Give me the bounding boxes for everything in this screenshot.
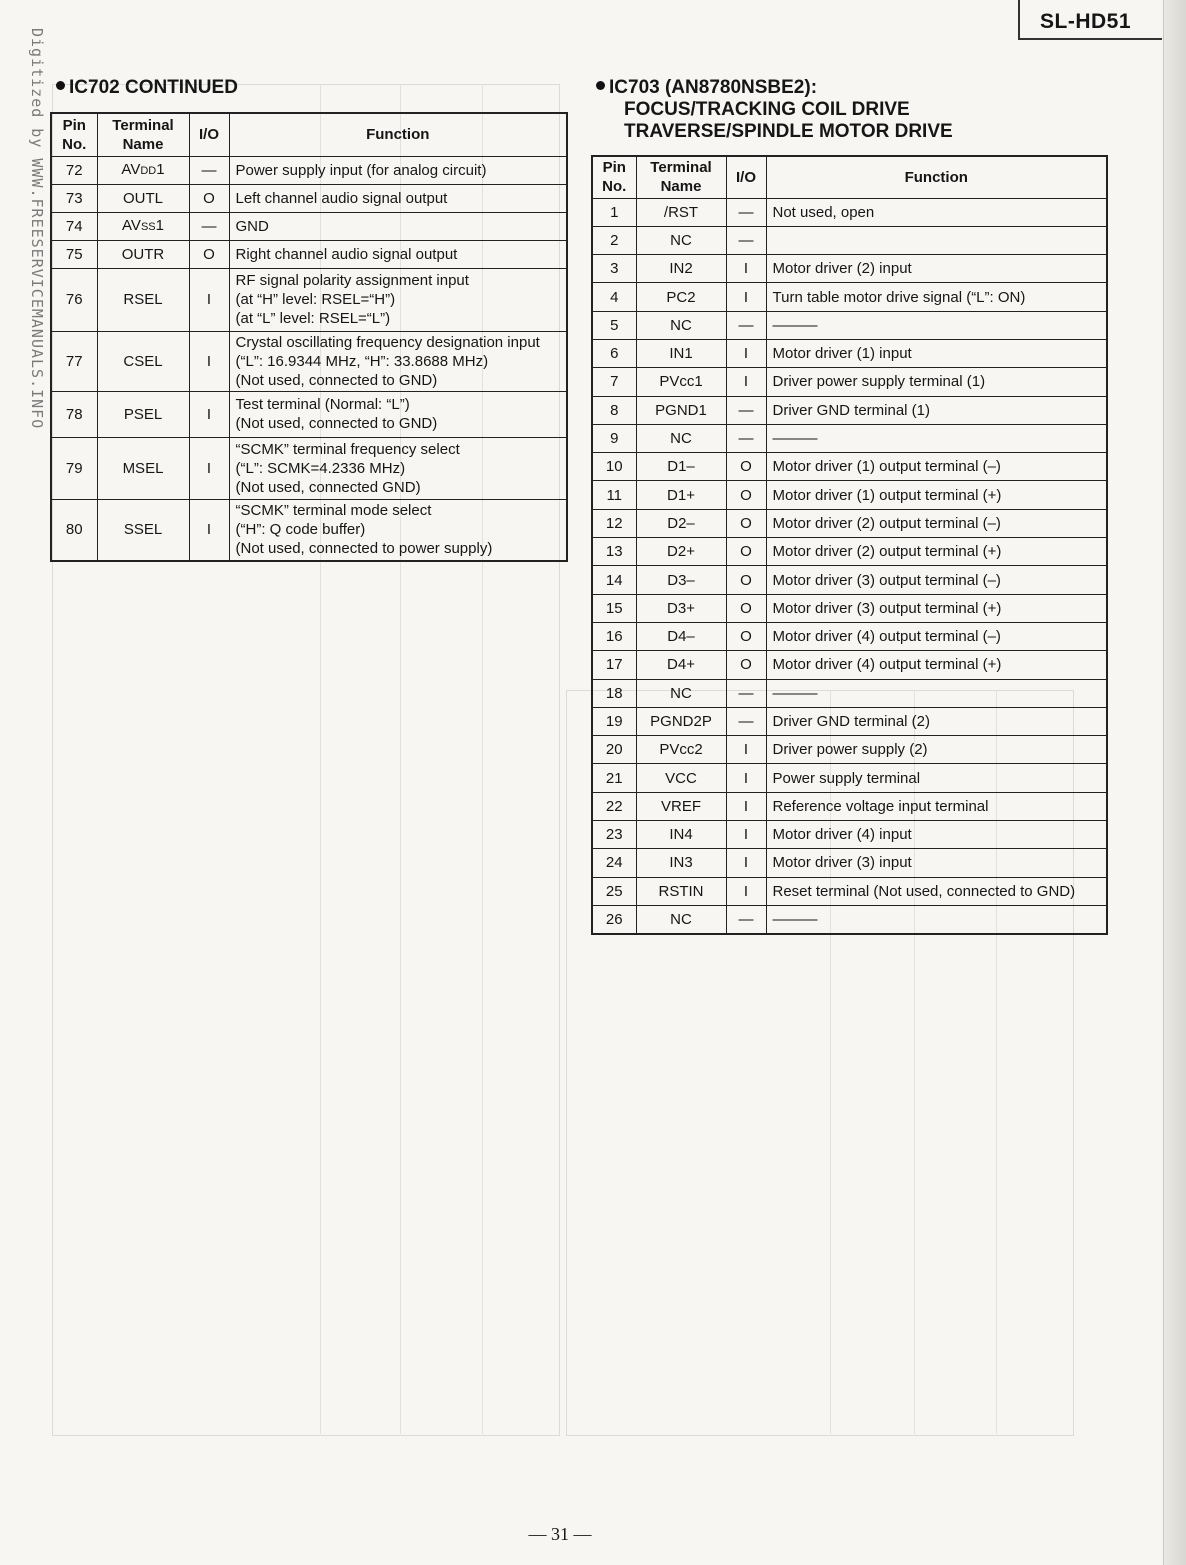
io-cell: I: [726, 283, 766, 311]
io-cell: —: [726, 707, 766, 735]
pin-cell: 9: [592, 424, 636, 452]
page-edge: [1163, 0, 1186, 1565]
io-cell: O: [189, 184, 229, 212]
function-line: (Not used, connected to GND): [235, 415, 438, 432]
table-row: [592, 566, 1107, 594]
header-text: Terminal: [650, 159, 712, 177]
function-cell: Motor driver (1) output terminal (–): [766, 453, 1107, 481]
header-text: Terminal: [112, 116, 174, 134]
terminal-cell: OUTR: [97, 240, 189, 268]
function-line: Test terminal (Normal: “L”): [235, 396, 410, 413]
terminal-cell: D1–: [636, 453, 726, 481]
ic703-title: IC703 (AN8780NSBE2):: [609, 77, 818, 98]
header-terminal-name: [97, 113, 189, 156]
table-row: [592, 651, 1107, 679]
table-row: [592, 283, 1107, 311]
io-cell: —: [189, 156, 229, 184]
pin-cell: 23: [592, 821, 636, 849]
io-cell: O: [726, 481, 766, 509]
pin-cell: 4: [592, 283, 636, 311]
function-cell: Motor driver (3) output terminal (+): [766, 594, 1107, 622]
function-cell: [766, 226, 1107, 254]
terminal-cell: D4+: [636, 651, 726, 679]
function-line: Crystal oscillating frequency designation input: [235, 333, 540, 351]
terminal-cell: NC: [636, 679, 726, 707]
table-row: [592, 849, 1107, 877]
function-line: (“L”: SCMK=4.2336 MHz): [235, 459, 406, 477]
io-cell: I: [189, 499, 229, 561]
header-text: Name: [122, 135, 164, 153]
table-row: [592, 764, 1107, 792]
function-cell: Power supply input (for analog circuit): [229, 156, 567, 184]
table-row: [51, 437, 567, 499]
table-row: [592, 594, 1107, 622]
header-io: I/O: [726, 156, 766, 198]
io-cell: —: [726, 311, 766, 339]
terminal-cell: OUTL: [97, 184, 189, 212]
pin-cell: 13: [592, 538, 636, 566]
io-cell: —: [726, 226, 766, 254]
table-row: [592, 226, 1107, 254]
io-cell: I: [726, 792, 766, 820]
ic703-heading: [596, 77, 953, 143]
io-cell: I: [189, 331, 229, 391]
pin-cell: 20: [592, 736, 636, 764]
io-cell: I: [726, 736, 766, 764]
watermark: Digitized by WWW.FREESERVICEMANUALS.INFO: [28, 28, 46, 430]
function-line: (Not used, connected to GND): [235, 371, 438, 389]
table-row: [592, 453, 1107, 481]
header-text: No.: [62, 135, 87, 153]
function-cell: Power supply terminal: [766, 764, 1107, 792]
table-row: [51, 268, 567, 331]
function-cell: [229, 391, 567, 437]
pin-cell: 74: [51, 212, 97, 240]
function-cell: GND: [229, 212, 567, 240]
terminal-cell: PC2: [636, 283, 726, 311]
function-cell: [229, 268, 567, 331]
io-cell: O: [726, 453, 766, 481]
io-cell: O: [726, 509, 766, 537]
header-text: Pin: [602, 159, 626, 177]
function-cell: Motor driver (4) output terminal (+): [766, 651, 1107, 679]
io-cell: O: [726, 538, 766, 566]
function-cell: Right channel audio signal output: [229, 240, 567, 268]
function-cell: ———: [766, 905, 1107, 933]
table-row: [592, 538, 1107, 566]
table-row: [51, 156, 567, 184]
pin-cell: 76: [51, 268, 97, 331]
terminal-cell: RSEL: [97, 268, 189, 331]
header-text: No.: [602, 178, 627, 196]
pin-cell: 79: [51, 437, 97, 499]
terminal-cell: IN3: [636, 849, 726, 877]
table-row: [51, 331, 567, 391]
function-cell: Driver GND terminal (1): [766, 396, 1107, 424]
table-row: [592, 622, 1107, 650]
io-cell: I: [726, 821, 766, 849]
pin-cell: 77: [51, 331, 97, 391]
pin-cell: 11: [592, 481, 636, 509]
terminal-cell: IN2: [636, 255, 726, 283]
terminal-cell: D3+: [636, 594, 726, 622]
io-cell: O: [726, 622, 766, 650]
pin-cell: 7: [592, 368, 636, 396]
function-cell: ———: [766, 311, 1107, 339]
ic702-title: IC702 CONTINUED: [69, 77, 238, 98]
table-row: [51, 184, 567, 212]
terminal-cell: SSEL: [97, 499, 189, 561]
pin-cell: 22: [592, 792, 636, 820]
pin-cell: 14: [592, 566, 636, 594]
terminal-cell: NC: [636, 905, 726, 933]
table-row: [592, 311, 1107, 339]
terminal-cell: NC: [636, 424, 726, 452]
io-cell: —: [726, 396, 766, 424]
terminal-cell: VREF: [636, 792, 726, 820]
function-line: (Not used, connected GND): [235, 478, 421, 496]
pin-cell: 15: [592, 594, 636, 622]
table-row: [592, 339, 1107, 367]
terminal-cell: PGND2P: [636, 707, 726, 735]
terminal-cell: VCC: [636, 764, 726, 792]
page-number: — 31 —: [528, 1524, 592, 1544]
table-row: [51, 240, 567, 268]
ic703-subtitle-2: TRAVERSE/SPINDLE MOTOR DRIVE: [624, 121, 953, 142]
terminal-cell: CSEL: [97, 331, 189, 391]
io-cell: I: [189, 437, 229, 499]
terminal-cell: IN4: [636, 821, 726, 849]
table-row: [592, 509, 1107, 537]
io-cell: O: [189, 240, 229, 268]
pin-cell: 8: [592, 396, 636, 424]
table-row: [592, 821, 1107, 849]
pin-cell: 78: [51, 391, 97, 437]
ic703-pin-table: [591, 155, 1108, 935]
function-cell: Motor driver (3) input: [766, 849, 1107, 877]
pin-cell: 12: [592, 509, 636, 537]
terminal-cell: IN1: [636, 339, 726, 367]
table-row: [592, 877, 1107, 905]
pin-cell: 75: [51, 240, 97, 268]
function-line: (at “L” level: RSEL=“L”): [235, 310, 391, 327]
table-row: [592, 368, 1107, 396]
io-cell: —: [726, 905, 766, 933]
model-label: SL-HD51: [1040, 10, 1132, 33]
terminal-cell: PGND1: [636, 396, 726, 424]
function-cell: Motor driver (3) output terminal (–): [766, 566, 1107, 594]
function-cell: Not used, open: [766, 198, 1107, 226]
table-row: [51, 391, 567, 437]
pin-cell: 25: [592, 877, 636, 905]
terminal-cell: AVSS1: [97, 212, 189, 240]
function-line: (“L”: 16.9344 MHz, “H”: 33.8688 MHz): [235, 352, 489, 370]
function-cell: Motor driver (4) output terminal (–): [766, 622, 1107, 650]
pin-cell: 1: [592, 198, 636, 226]
pin-cell: 5: [592, 311, 636, 339]
table-row: [592, 707, 1107, 735]
header-pin-no: [51, 113, 97, 156]
header-text: Name: [660, 178, 702, 196]
table-row: [592, 905, 1107, 933]
function-line: (“H”: Q code buffer): [235, 521, 366, 539]
function-cell: Left channel audio signal output: [229, 184, 567, 212]
pin-cell: 21: [592, 764, 636, 792]
table-row: [51, 499, 567, 561]
ic703-title-line1: [596, 77, 953, 99]
header-function: Function: [766, 156, 1107, 198]
function-cell: ———: [766, 424, 1107, 452]
header-terminal-name: [636, 156, 726, 198]
io-cell: O: [726, 594, 766, 622]
io-cell: I: [189, 268, 229, 331]
io-cell: O: [726, 651, 766, 679]
header-pin-no: [592, 156, 636, 198]
io-cell: I: [726, 764, 766, 792]
table-row: [592, 792, 1107, 820]
io-cell: —: [726, 198, 766, 226]
function-cell: Driver power supply terminal (1): [766, 368, 1107, 396]
pin-cell: 24: [592, 849, 636, 877]
io-cell: I: [726, 255, 766, 283]
pin-cell: 3: [592, 255, 636, 283]
pin-cell: 2: [592, 226, 636, 254]
pin-cell: 19: [592, 707, 636, 735]
ic702-pin-table: [50, 112, 568, 562]
table-row: [592, 481, 1107, 509]
io-cell: —: [189, 212, 229, 240]
terminal-cell: MSEL: [97, 437, 189, 499]
header-function: Function: [229, 113, 567, 156]
function-cell: Reset terminal (Not used, connected to GND): [766, 877, 1107, 905]
table-row: [51, 212, 567, 240]
function-line: “SCMK” terminal mode select: [235, 502, 432, 520]
function-cell: Motor driver (1) input: [766, 339, 1107, 367]
function-line: RF signal polarity assignment input: [235, 272, 469, 289]
io-cell: I: [726, 849, 766, 877]
function-cell: Driver GND terminal (2): [766, 707, 1107, 735]
table-row: [592, 679, 1107, 707]
terminal-cell: NC: [636, 226, 726, 254]
table-row: [592, 198, 1107, 226]
function-cell: Motor driver (2) output terminal (+): [766, 538, 1107, 566]
io-cell: —: [726, 424, 766, 452]
terminal-cell: D4–: [636, 622, 726, 650]
terminal-cell: D3–: [636, 566, 726, 594]
function-cell: Motor driver (1) output terminal (+): [766, 481, 1107, 509]
terminal-cell: RSTIN: [636, 877, 726, 905]
pin-cell: 73: [51, 184, 97, 212]
function-cell: Motor driver (2) input: [766, 255, 1107, 283]
function-cell: [229, 499, 567, 561]
ic703-subtitle-1: FOCUS/TRACKING COIL DRIVE: [624, 99, 910, 120]
header-text: Pin: [62, 116, 86, 134]
function-cell: Reference voltage input terminal: [766, 792, 1107, 820]
terminal-cell: PVcc2: [636, 736, 726, 764]
table-row: [592, 736, 1107, 764]
pin-cell: 10: [592, 453, 636, 481]
pin-cell: 16: [592, 622, 636, 650]
io-cell: —: [726, 679, 766, 707]
ic702-heading: [56, 77, 238, 99]
io-cell: I: [726, 368, 766, 396]
function-cell: Driver power supply (2): [766, 736, 1107, 764]
function-line: (at “H” level: RSEL=“H”): [235, 291, 396, 308]
function-line: “SCMK” terminal frequency select: [235, 440, 460, 458]
function-cell: [229, 331, 567, 391]
pin-cell: 17: [592, 651, 636, 679]
pin-cell: 72: [51, 156, 97, 184]
function-cell: Motor driver (2) output terminal (–): [766, 509, 1107, 537]
pin-cell: 80: [51, 499, 97, 561]
terminal-cell: /RST: [636, 198, 726, 226]
bullet-icon: [56, 81, 65, 90]
terminal-cell: AVDD1: [97, 156, 189, 184]
function-line: (Not used, connected to power supply): [235, 540, 493, 558]
terminal-cell: D2–: [636, 509, 726, 537]
io-cell: O: [726, 566, 766, 594]
table-row: [592, 255, 1107, 283]
table-row: [592, 396, 1107, 424]
table-row: [592, 424, 1107, 452]
header-io: I/O: [189, 113, 229, 156]
terminal-cell: D2+: [636, 538, 726, 566]
io-cell: I: [189, 391, 229, 437]
function-cell: Turn table motor drive signal (“L”: ON): [766, 283, 1107, 311]
io-cell: I: [726, 877, 766, 905]
function-cell: ———: [766, 679, 1107, 707]
terminal-cell: PSEL: [97, 391, 189, 437]
pin-cell: 26: [592, 905, 636, 933]
function-cell: [229, 437, 567, 499]
function-cell: Motor driver (4) input: [766, 821, 1107, 849]
io-cell: I: [726, 339, 766, 367]
terminal-cell: PVcc1: [636, 368, 726, 396]
bullet-icon: [596, 81, 605, 90]
pin-cell: 6: [592, 339, 636, 367]
terminal-cell: NC: [636, 311, 726, 339]
terminal-cell: D1+: [636, 481, 726, 509]
pin-cell: 18: [592, 679, 636, 707]
